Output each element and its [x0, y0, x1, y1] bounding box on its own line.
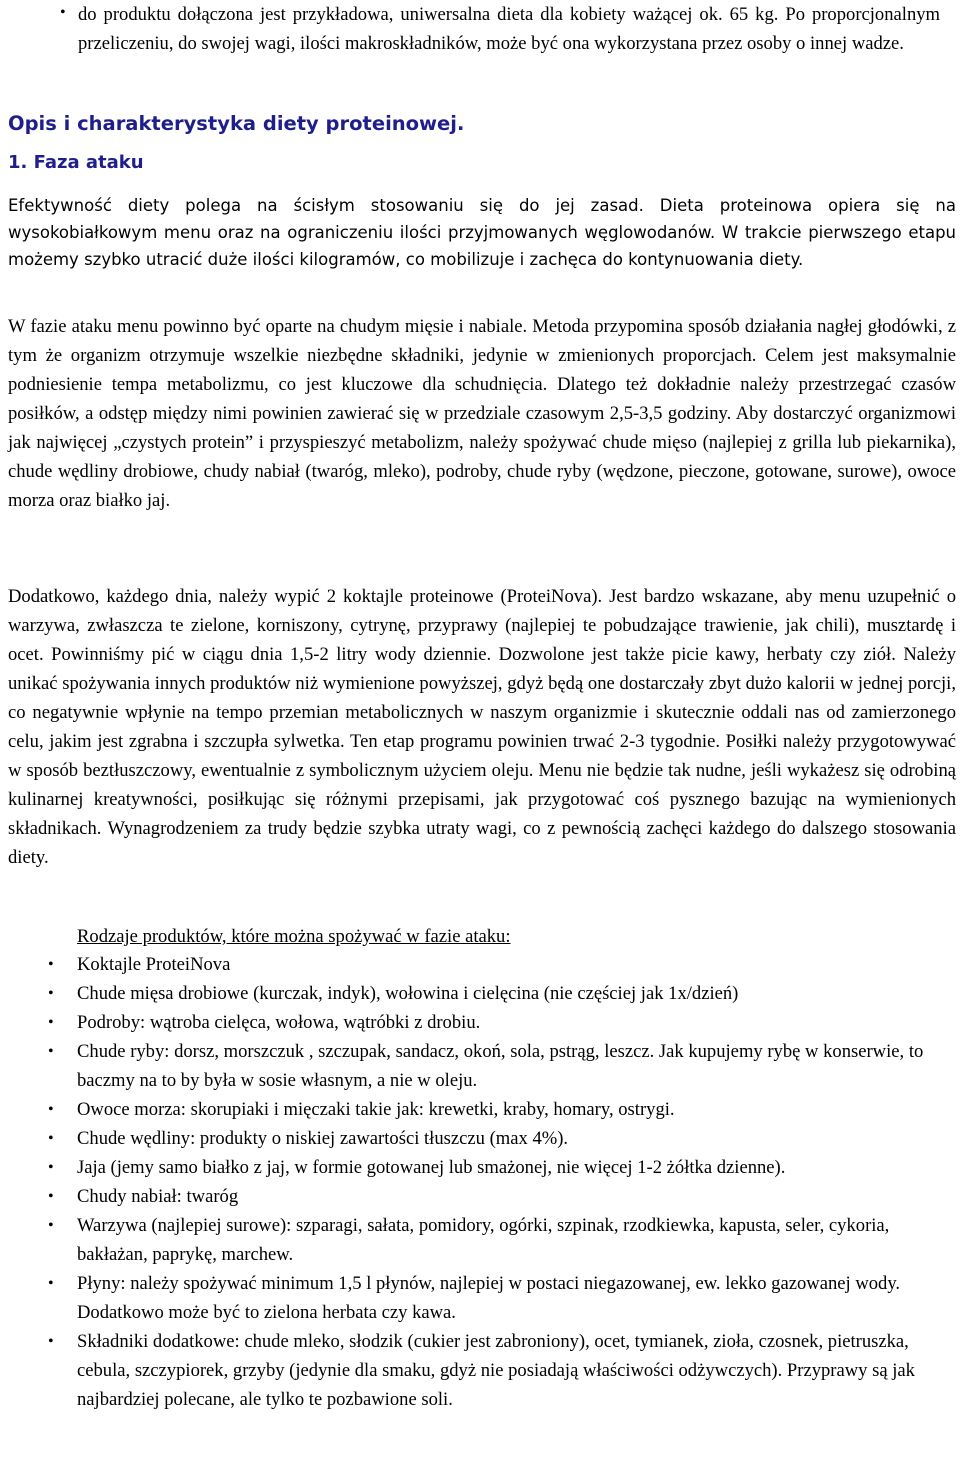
bullet-glyph: •	[48, 1014, 54, 1031]
bullet-glyph: •	[48, 1130, 54, 1147]
product-list-item	[0, 1037, 944, 1095]
product-item-text: Składniki dodatkowe: chude mleko, słodzik (cukier jest zabroniony), ocet, tymianek, zioła, czosnek, pietruszka, cebula, szczypiorek, grzyby (jedynie dla smaku, gdyż nie posiadają właściwości odżywczych). Przyprawy są jak najbardziej polecane, ale tylko te pozbawione soli.	[77, 1331, 915, 1410]
product-list-item	[0, 1211, 944, 1269]
bullet-glyph: •	[48, 1188, 54, 1205]
product-list-item	[0, 950, 944, 979]
product-list-item	[0, 1124, 944, 1153]
product-item-text: Chudy nabiał: twaróg	[77, 1186, 239, 1207]
product-item-text: Koktajle ProteiNova	[77, 954, 231, 975]
product-item-text: Płyny: należy spożywać minimum 1,5 l płynów, najlepiej w postaci niegazowanej, ew. lekko gazowanej wody. Dodatkowo może być to zielona herbata czy kawa.	[77, 1273, 901, 1323]
product-item-text: Chude wędliny: produkty o niskiej zawartości tłuszczu (max 4%).	[77, 1128, 569, 1149]
intro-bullet-text: do produktu dołączona jest przykładowa, uniwersalna dieta dla kobiety ważącej ok. 65 kg. Po proporcjonalnym przeliczeniu, do swojej wagi, ilości makroskładników, może być ona wykorzystana przez osoby o innej wadze.	[78, 4, 940, 54]
products-list-title: Rodzaje produktów, które można spożywać w fazie ataku:	[77, 926, 511, 947]
product-item-text: Podroby: wątroba cielęca, wołowa, wątróbki z drobiu.	[77, 1012, 481, 1033]
paragraph-effectiveness: Efektywność diety polega na ścisłym stosowaniu się do jej zasad. Dieta proteinowa opiera się na wysokobiałkowym menu oraz na ograniczeniu ilości przyjmowanych węglowodanów. W trakcie pierwszego etapu możemy szybko utracić duże ilości kilogramów, co mobilizuje i zachęca do kontynuowania diety.	[8, 196, 956, 269]
bullet-glyph: •	[48, 985, 54, 1002]
product-list-item	[0, 1153, 944, 1182]
product-list-item	[0, 979, 944, 1008]
product-item-text: Chude ryby: dorsz, morszczuk , szczupak, sandacz, okoń, sola, pstrąg, leszcz. Jak kupujemy rybę w konserwie, to baczmy na to by była w sosie własnym, a nie w oleju.	[77, 1041, 924, 1091]
subsection-title: 1. Faza ataku	[8, 152, 144, 173]
product-item-text: Owoce morza: skorupiaki i mięczaki takie jak: krewetki, kraby, homary, ostrygi.	[77, 1099, 675, 1120]
section-title: Opis i charakterystyka diety proteinowej.	[8, 112, 465, 135]
bullet-glyph: •	[48, 1043, 54, 1060]
product-list-item	[0, 1182, 944, 1211]
bullet-glyph: •	[48, 1333, 54, 1350]
product-list-item	[0, 1095, 944, 1124]
intro-list-item	[40, 0, 940, 58]
bullet-glyph: •	[48, 1159, 54, 1176]
paragraph-additional: Dodatkowo, każdego dnia, należy wypić 2 koktajle proteinowe (ProteiNova). Jest bardzo wskazane, aby menu uzupełnić o warzywa, zwłaszcza te zielone, korniszony, cytrynę, przyprawy (najlepiej te pobudzające trawienie, jak chili), musztardę i ocet. Powinniśmy pić w ciągu dnia 1,5-2 litry wody dziennie. Dozwolone jest także picie kawy, herbaty czy ziół. Należy unikać spożywania innych produktów niż wymienione powyższej, gdyż będą one dostarczały zbyt dużo kalorii w jednej porcji, co negatywnie wpłynie na tempo przemian metabolicznych w naszym organizmie i skutecznie oddali nas od zamierzonego celu, jakim jest zgrabna i szczupła sylwetka. Ten etap programu powinien trwać 2-3 tygodnie. Posiłki należy przygotowywać w sposób beztłuszczowy, ewentualnie z symbolicznym użyciem oleju. Menu nie będzie tak nudne, jeśli wykażesz się odrobiną kulinarnej kreatywności, posiłkując się różnymi przepisami, jak przygotować coś pysznego bazując na wymienionych składnikach. Wynagrodzeniem za trudy będzie szybka utraty wagi, co z pewnością zachęci każdego do dalszego stosowania diety.	[8, 586, 956, 868]
bullet-glyph: •	[48, 1101, 54, 1118]
product-list-item	[0, 1327, 944, 1414]
bullet-glyph: •	[48, 956, 54, 973]
product-list-item	[0, 1269, 944, 1327]
product-item-text: Warzywa (najlepiej surowe): szparagi, sałata, pomidory, ogórki, szpinak, rzodkiewka, kapusta, seler, cykoria, bakłażan, paprykę, marchew.	[77, 1215, 890, 1265]
paragraph-attack-phase: W fazie ataku menu powinno być oparte na chudym mięsie i nabiale. Metoda przypomina sposób działania nagłej głodówki, z tym że organizm otrzymuje wszelkie niezbędne składniki, jedynie w zmienionych proporcjach. Celem jest maksymalnie podniesienie tempa metabolizmu, co jest kluczowe dla schudnięcia. Dlatego też dokładnie należy przestrzegać czasów posiłków, a odstęp między nimi powinien zawierać się w przedziale czasowym 2,5-3,5 godziny. Aby dostarczyć organizmowi jak najwięcej „czystych protein” i przyspieszyć metabolizm, należy spożywać chude mięso (najlepiej z grilla lub piekarnika), chude wędliny drobiowe, chudy nabiał (twaróg, mleko), podroby, chude ryby (wędzone, pieczone, gotowane, surowe), owoce morza oraz białko jaj.	[8, 316, 956, 511]
bullet-glyph: •	[48, 1275, 54, 1292]
bullet-glyph: •	[48, 1217, 54, 1234]
product-item-text: Jaja (jemy samo białko z jaj, w formie gotowanej lub smażonej, nie więcej 1-2 żółtka dzienne).	[77, 1157, 786, 1178]
bullet-glyph: •	[60, 4, 66, 21]
products-list	[0, 950, 944, 1414]
product-item-text: Chude mięsa drobiowe (kurczak, indyk), wołowina i cielęcina (nie częściej jak 1x/dzień)	[77, 983, 739, 1004]
product-list-item	[0, 1008, 944, 1037]
